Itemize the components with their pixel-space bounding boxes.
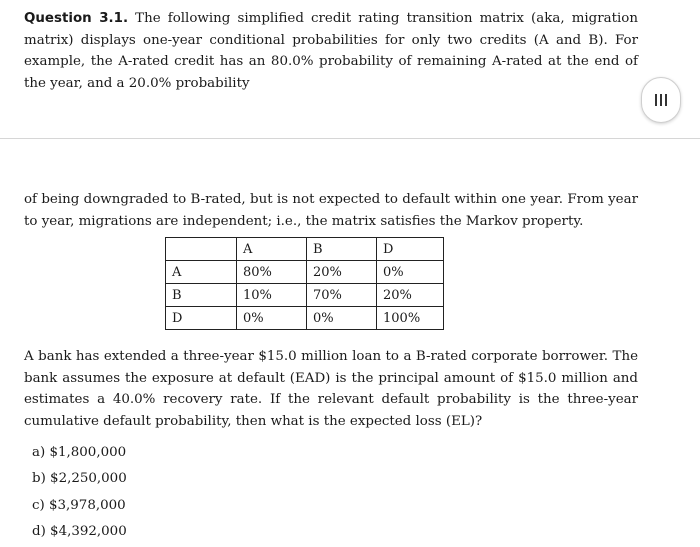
table-cell: 10% (237, 284, 307, 307)
table-row (166, 307, 444, 330)
table-row (166, 261, 444, 284)
question-scenario: A bank has extended a three-year $15.0 million loan to a B-rated corporate borrower. The bank assumes the exposure at default (EAD) is the principal amount of $15.0 million and estimates a 40.0% recovery rate. If the relevant default probability is the three-year cumulative default probability, then what is the expected loss (EL)? (24, 349, 638, 429)
table-cell: D (166, 307, 237, 330)
table-cell: 0% (307, 307, 377, 330)
answer-choice-a[interactable]: a) $1,800,000 (32, 445, 127, 460)
answer-choice-c[interactable]: c) $3,978,000 (32, 497, 126, 513)
question-continuation: of being downgraded to B-rated, but is not expected to default within one year. From year to year, migrations are independent; i.e., the matrix satisfies the Markov property. (24, 192, 638, 229)
table-cell: 100% (377, 307, 444, 330)
table-cell: B (166, 284, 237, 307)
table-row (166, 284, 444, 307)
answer-choices (32, 440, 127, 546)
question-intro (24, 8, 638, 94)
table-cell (166, 238, 237, 261)
table-cell: 80% (237, 261, 307, 284)
table-cell: 0% (377, 261, 444, 284)
table-cell: A (166, 261, 237, 284)
answer-choice-b[interactable]: b) $2,250,000 (32, 471, 127, 487)
table-cell: A (237, 238, 307, 261)
transition-matrix-table (165, 237, 444, 330)
question-intro-text: The following simplified credit rating transition matrix (aka, migration matrix) displays one-year conditional probabilities for only two credits (A and B). For example, the A-rated credit has an 80.0% probability of remaining A-rated at the end of the year, and a 20.0% probability (24, 11, 638, 91)
table-cell: 70% (307, 284, 377, 307)
table-cell: 20% (377, 284, 444, 307)
menu-button[interactable] (641, 77, 681, 123)
table-header-row (166, 238, 444, 261)
table-cell: 20% (307, 261, 377, 284)
table-cell: D (377, 238, 444, 261)
table-cell: 0% (237, 307, 307, 330)
page-divider (0, 138, 700, 139)
table-cell: B (307, 238, 377, 261)
answer-choice-d[interactable]: d) $4,392,000 (32, 524, 127, 540)
three-vertical-bars-icon (653, 93, 669, 107)
question-number: Question 3.1. (24, 11, 129, 26)
